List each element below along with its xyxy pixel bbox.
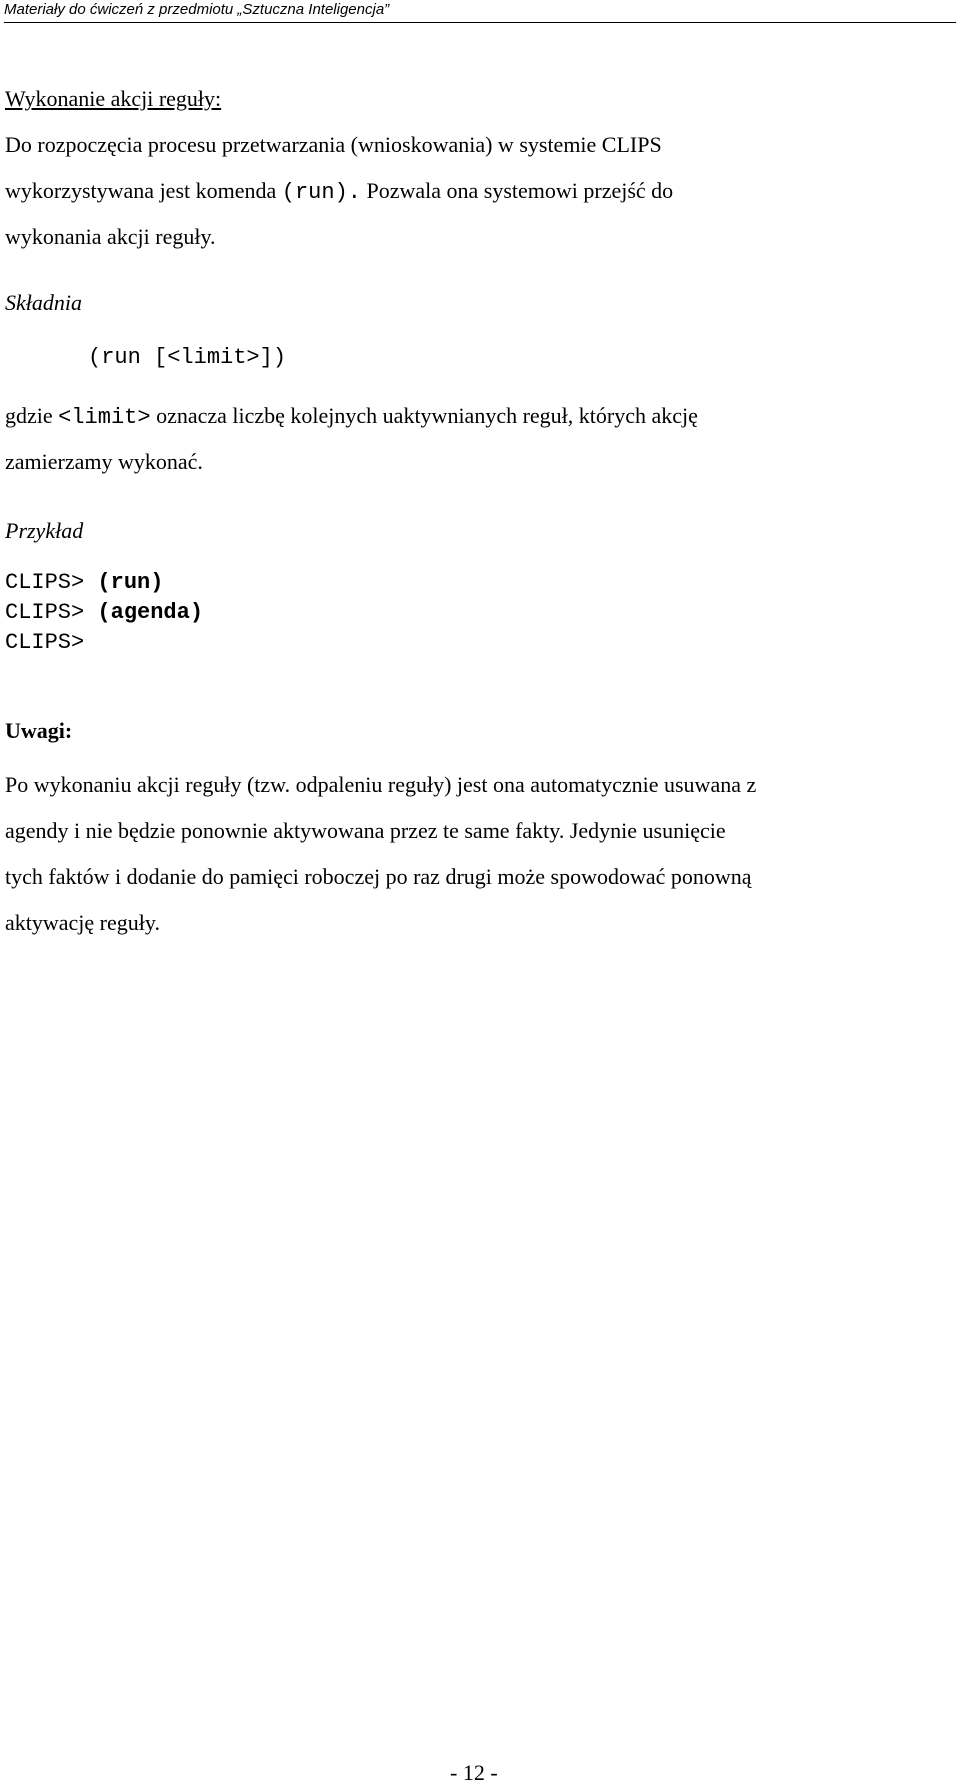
explanation-line-1: [5, 403, 698, 431]
clips-prompt: CLIPS>: [5, 600, 98, 625]
intro-line-2: [5, 178, 673, 206]
run-command-code: (run).: [281, 180, 361, 205]
syntax-heading: Składnia: [5, 290, 82, 315]
header-text: Materiały do ćwiczeń z przedmiotu „Sztuczna Inteligencja”: [4, 1, 390, 18]
limit-code: <limit>: [58, 405, 151, 430]
page-number: - 12 -: [450, 1760, 498, 1785]
example-code-block: [5, 568, 203, 658]
example-line: [5, 628, 203, 658]
explanation-line-1-tail: oznacza liczbę kolejnych uaktywnianych reguł, których akcję: [150, 403, 698, 428]
notes-line: tych faktów i dodanie do pamięci roboczej po raz drugi może spowodować ponowną: [5, 864, 752, 889]
intro-line-1: Do rozpoczęcia procesu przetwarzania (wnioskowania) w systemie CLIPS: [5, 132, 662, 157]
page-header: [4, 0, 956, 23]
clips-command: (run): [97, 570, 164, 595]
intro-line-2-text: wykorzystywana jest komenda: [5, 178, 282, 203]
notes-line: aktywację reguły.: [5, 910, 160, 935]
intro-line-2-tail: Pozwala ona systemowi przejść do: [360, 178, 674, 203]
section-title: Wykonanie akcji reguły:: [5, 86, 222, 111]
notes-line: agendy i nie będzie ponownie aktywowana przez te same fakty. Jedynie usunięcie: [5, 818, 726, 843]
intro-line-3: wykonania akcji reguły.: [5, 224, 216, 249]
example-heading: Przykład: [5, 518, 84, 543]
explanation-line-2: zamierzamy wykonać.: [5, 449, 203, 474]
clips-prompt: CLIPS>: [5, 570, 98, 595]
notes-line: Po wykonaniu akcji reguły (tzw. odpaleniu reguły) jest ona automatycznie usuwana z: [5, 772, 757, 797]
notes-heading: Uwagi:: [5, 718, 73, 743]
clips-command: (agenda): [97, 600, 204, 625]
explanation-line-1-text: gdzie: [5, 403, 59, 428]
example-line: [5, 598, 203, 628]
clips-prompt: CLIPS>: [5, 630, 85, 655]
syntax-code: (run [<limit>]): [88, 345, 287, 370]
example-line: [5, 568, 203, 598]
